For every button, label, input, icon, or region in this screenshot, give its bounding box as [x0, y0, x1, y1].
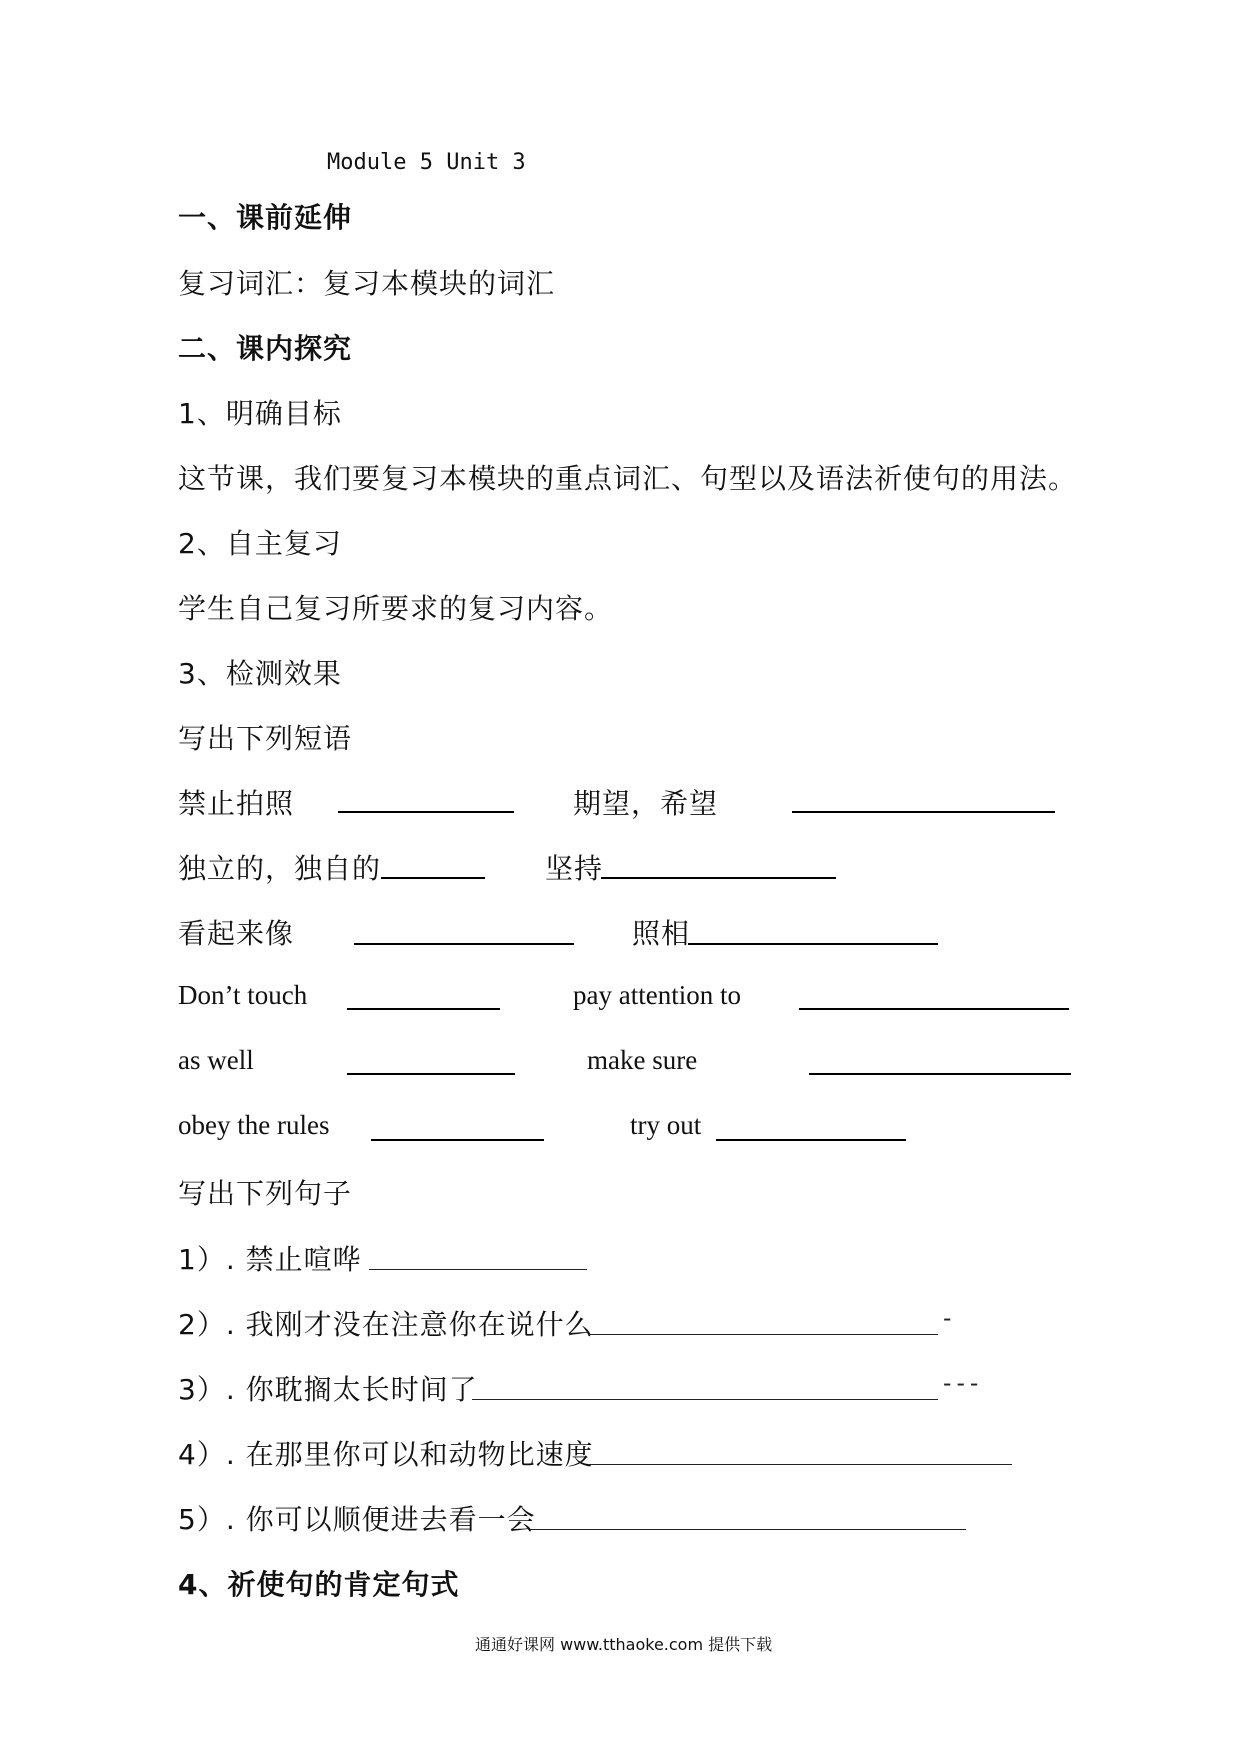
answer-blank[interactable]: [338, 811, 514, 813]
phrase-item: 禁止拍照: [178, 787, 295, 820]
answer-blank[interactable]: [792, 811, 1055, 813]
section-heading-2: 二、课内探究: [178, 332, 353, 365]
phrase-item: try out: [630, 1110, 702, 1140]
sentence-item: 5）. 你可以顺便进去看一会: [178, 1503, 536, 1536]
answer-blank[interactable]: [381, 877, 485, 879]
answer-blank[interactable]: [809, 1073, 1071, 1075]
sentence-item: 4）. 在那里你可以和动物比速度: [178, 1438, 594, 1471]
sentence-answer-line[interactable]: [530, 1529, 966, 1530]
answer-blank[interactable]: [354, 943, 574, 945]
phrases-instruction: 写出下列短语: [178, 722, 353, 755]
phrase-item: 期望，希望: [573, 787, 719, 820]
section-text-1: 复习词汇：复习本模块的词汇: [178, 267, 556, 300]
sentence-item: 2）. 我刚才没在注意你在说什么: [178, 1308, 594, 1341]
answer-blank[interactable]: [688, 943, 938, 945]
sentence-item: 3）. 你耽搁太长时间了: [178, 1373, 478, 1406]
section-heading-4: 4、祈使句的肯定句式: [178, 1568, 460, 1601]
answer-blank[interactable]: [347, 1073, 515, 1075]
phrase-item: Don’t touch: [178, 980, 308, 1010]
step-1-text: 这节课，我们要复习本模块的重点词汇、句型以及语法祈使句的用法。: [178, 462, 1078, 495]
sentences-instruction: 写出下列句子: [178, 1177, 353, 1210]
sentence-answer-line[interactable]: [588, 1464, 1012, 1465]
step-2-text: 学生自己复习所要求的复习内容。: [178, 592, 614, 625]
step-3-label: 3、检测效果: [178, 657, 342, 690]
answer-blank[interactable]: [799, 1008, 1069, 1010]
phrase-item: 看起来像: [178, 917, 295, 950]
sentence-answer-line[interactable]: [472, 1399, 938, 1400]
answer-blank[interactable]: [371, 1139, 544, 1141]
phrase-item: pay attention to: [573, 980, 741, 1010]
step-1-label: 1、明确目标: [178, 397, 342, 430]
sentence-answer-line[interactable]: [588, 1334, 938, 1335]
section-heading-1: 一、课前延伸: [178, 201, 353, 234]
phrase-item: 独立的，独自的: [178, 852, 382, 885]
trailing-dash: -: [940, 1304, 954, 1332]
phrase-item: 坚持: [545, 852, 604, 885]
page-footer: 通通好课网 www.tthaoke.com 提供下载: [475, 1635, 773, 1654]
trailing-dash: ---: [940, 1369, 981, 1397]
step-2-label: 2、自主复习: [178, 527, 342, 560]
phrase-item: as well: [178, 1045, 254, 1075]
phrase-item: 照相: [632, 917, 691, 950]
phrase-item: make sure: [587, 1045, 698, 1075]
answer-blank[interactable]: [716, 1139, 906, 1141]
page-title: Module 5 Unit 3: [327, 150, 526, 175]
answer-blank[interactable]: [347, 1008, 500, 1010]
phrase-item: obey the rules: [178, 1110, 330, 1140]
sentence-item: 1）. 禁止喧哗: [178, 1243, 362, 1276]
answer-blank[interactable]: [601, 877, 836, 879]
sentence-answer-line[interactable]: [369, 1269, 587, 1270]
